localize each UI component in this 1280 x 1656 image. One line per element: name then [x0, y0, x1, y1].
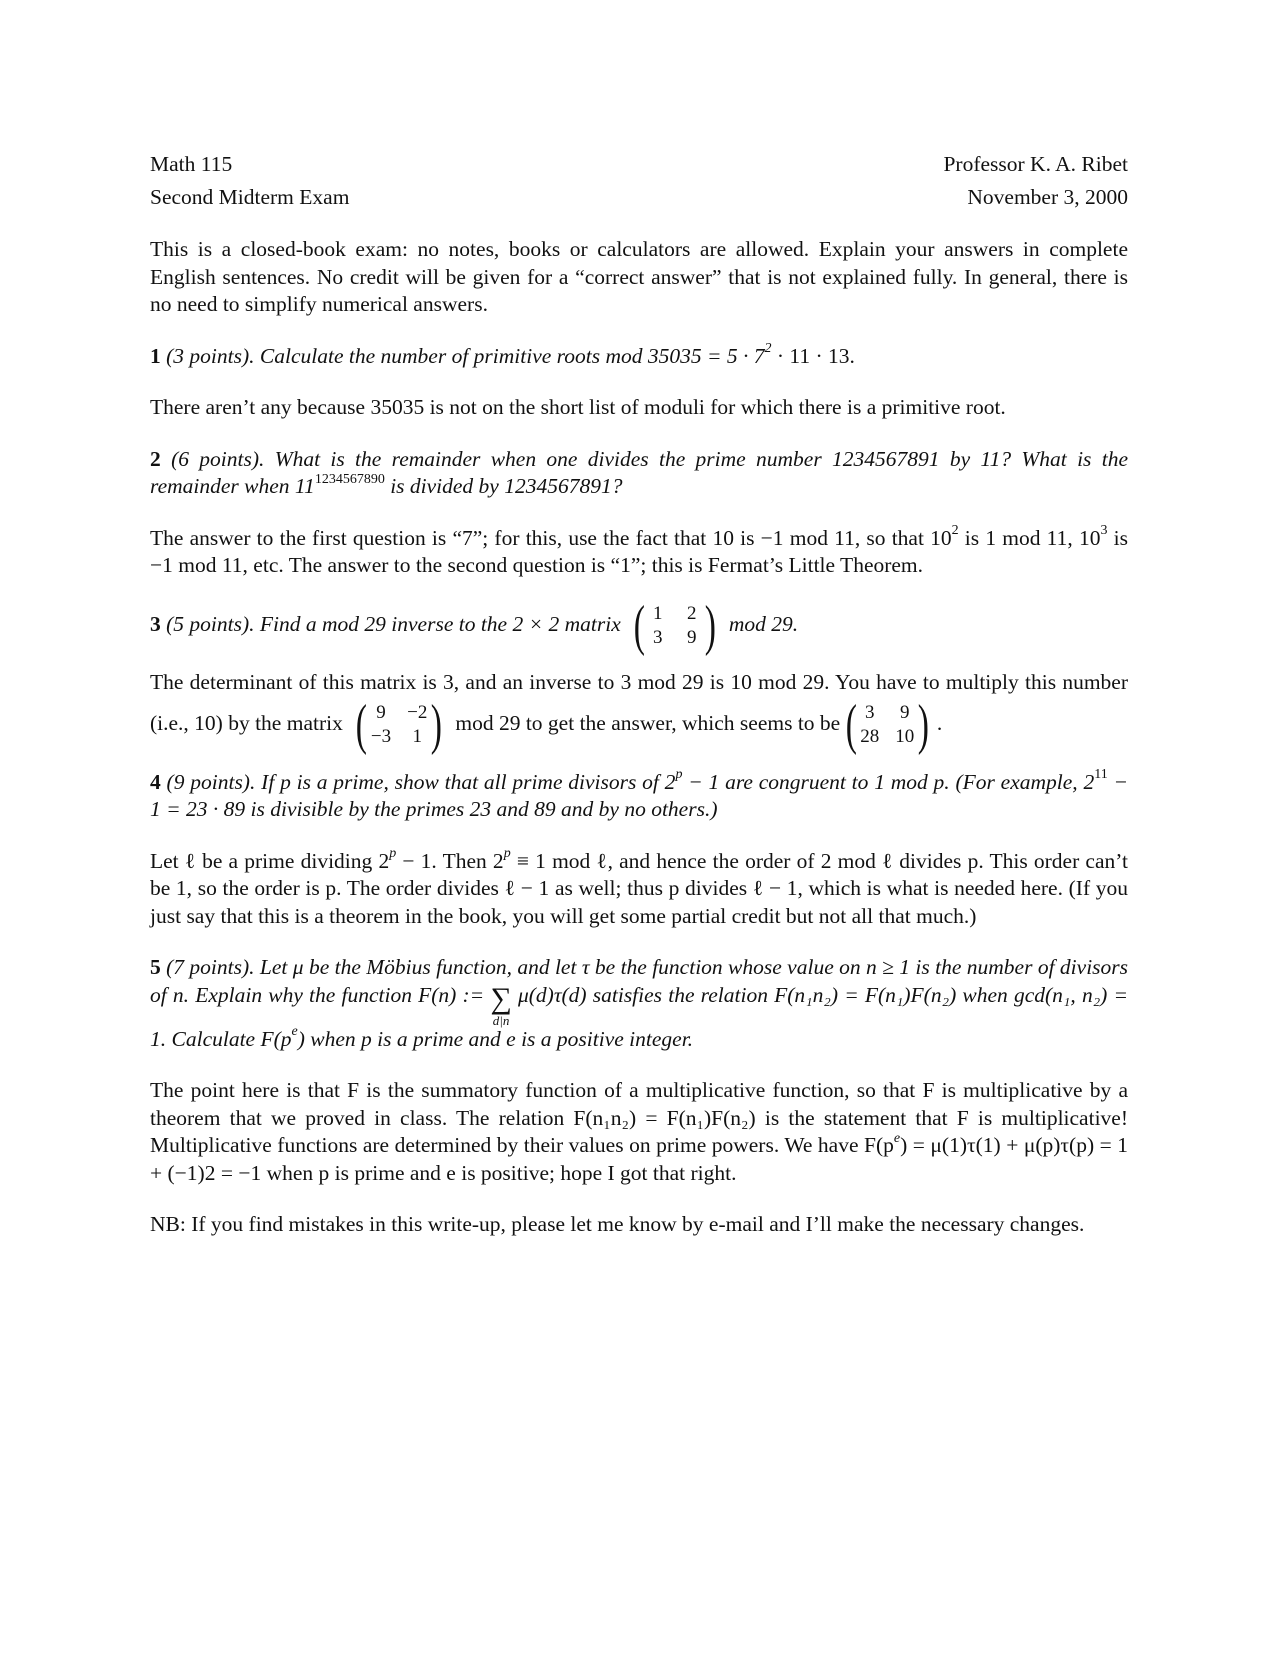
exam-page — [150, 148, 1128, 1239]
exponent: e — [893, 1130, 901, 1146]
answer-text-cont: mod 29 to get the answer, which seems to be — [455, 710, 841, 735]
question-text-cont: mod 29. — [728, 611, 799, 636]
summation — [490, 981, 512, 1030]
header-right — [943, 148, 1128, 214]
answer-text: Let ℓ be a prime dividing 2 — [150, 848, 390, 873]
exponent: p — [675, 767, 683, 783]
right-paren: ) — [704, 594, 716, 657]
answer-text: The determinant of this matrix is 3, and an inverse to 3 mod 29 is 10 mod 29. You have to multiply this number (i.e., 10) by the matrix — [150, 669, 1128, 735]
question-number: 1 — [150, 343, 161, 368]
instructions: This is a closed-book exam: no notes, books or calculators are allowed. Explain your answers in complete English sentences. No credit will be given for a “correct answer” that is not explained fully. In general, there is no need to simplify numerical answers. — [150, 237, 1128, 316]
question-number: 2 — [150, 446, 161, 471]
matrix-cell: 3 — [865, 701, 875, 723]
question-4 — [150, 769, 1128, 824]
matrix-b — [352, 693, 446, 756]
answer-1: There aren’t any because 35035 is not on the short list of moduli for which there is a primitive root. — [150, 395, 1006, 419]
matrix-cell: −3 — [370, 725, 392, 747]
matrix-a — [630, 594, 719, 657]
exponent: 11 — [1094, 767, 1108, 783]
matrix-cell: 28 — [860, 725, 880, 747]
exponent: 1234567890 — [314, 471, 385, 487]
matrix-cell: 9 — [376, 701, 386, 723]
header-left — [150, 148, 349, 214]
exam-header — [150, 148, 1128, 214]
matrix-cell: 3 — [653, 626, 663, 648]
left-paren: ( — [633, 594, 646, 657]
answer-text-cont: − 1. Then 2 — [396, 848, 504, 873]
question-text: If p is a prime, show that all prime divisors of 2 — [261, 769, 676, 794]
matrix-cell: 9 — [900, 701, 910, 723]
matrix-cell: 10 — [895, 725, 915, 747]
right-paren: ) — [917, 693, 930, 756]
exponent: p — [389, 846, 397, 862]
question-text: Let μ be the Möbius function, and let τ be the function whose value on n ≥ 1 is the number of divisors of n. Explain why the function F(n) := — [150, 955, 1129, 1007]
sum-symbol: ∑ — [490, 981, 512, 1015]
question-text: Calculate the number of primitive roots mod 35035 = 5 · 7 — [259, 343, 765, 368]
answer-text: The answer to the first question is “7”; for this, use the fact that 10 is −1 mod 11, so that 10 — [150, 525, 952, 550]
question-text-cont: · 11 · 13. — [771, 343, 855, 368]
question-points: (9 points). — [166, 769, 256, 794]
question-points: (7 points). — [166, 955, 255, 979]
question-points: (5 points). — [166, 611, 255, 636]
question-text-cont: − 1 are congruent to 1 mod p. (For example, 2 — [682, 769, 1095, 794]
question-text-end: − 1 = 23 · 89 is divisible by the primes 23 and 89 and by no others.) — [150, 769, 1129, 821]
answer-text-cont: ) = μ(1)τ(1) + μ(p)τ(p) = 1 + (−1)2 = −1 when p is prime and e is positive; hope I got that right. — [150, 1133, 1128, 1185]
exponent: 2 — [764, 341, 772, 357]
matrix-cell: −2 — [407, 701, 428, 723]
question-text: Find a mod 29 inverse to the 2 × 2 matrix — [259, 611, 621, 636]
exponent: 3 — [1100, 523, 1108, 539]
answer-end: . — [936, 710, 943, 735]
answer-2 — [150, 525, 1128, 580]
nb-note: NB: If you find mistakes in this write-up, please let me know by e-mail and I’ll make the necessary changes. — [150, 1212, 1085, 1236]
question-text-cont: μ(d)τ(d) satisfies the relation F(n₁n₂) = F(n₁)F(n₂) when gcd(n₁, n₂) = 1. Calculate F(p — [150, 982, 1129, 1051]
question-2 — [150, 446, 1128, 501]
answer-5 — [150, 1077, 1128, 1187]
left-paren: ( — [845, 693, 857, 756]
question-number: 3 — [150, 611, 161, 636]
question-5 — [150, 954, 1128, 1053]
answer-4 — [150, 848, 1128, 931]
question-text-cont: is divided by 1234567891? — [384, 474, 623, 498]
answer-text-end: is −1 mod 11, etc. The answer to the second question is “1”; this is Fermat’s Little Theorem. — [150, 525, 1128, 577]
question-1 — [150, 343, 1128, 371]
answer-text-end: ≡ 1 mod ℓ, and hence the order of 2 mod ℓ divides p. This order can’t be 1, so the order is p. The order divides ℓ − 1 as well; thus p divides ℓ − 1, which is what is needed here. (If you just say that this is a theorem in the book, you will get some partial credit but not all that much.) — [150, 848, 1128, 928]
matrix-cell: 2 — [687, 602, 697, 624]
answer-text-cont: is 1 mod 11, 10 — [958, 525, 1101, 550]
answer-3 — [150, 668, 1128, 756]
question-points: (6 points). — [171, 446, 265, 471]
right-paren: ) — [431, 693, 443, 756]
matrix-c — [842, 693, 933, 756]
sum-index: d|n — [492, 1012, 510, 1028]
question-text-end: ) when p is a prime and e is a positive integer. — [297, 1026, 694, 1051]
course-title: Math 115 — [150, 152, 233, 176]
question-3 — [150, 594, 1128, 657]
left-paren: ( — [355, 693, 368, 756]
matrix-cell: 1 — [653, 602, 663, 624]
professor-name: Professor K. A. Ribet — [943, 152, 1128, 176]
answer-text: The point here is that F is the summatory function of a multiplicative function, so that F is multiplicative by a theorem that we proved in class. The relation F(n₁n₂) = F(n₁)F(n₂) is the statement that F is multiplicative! Multiplicative functions are determined by their values on prime powers. We have F(p — [150, 1078, 1128, 1157]
question-number: 5 — [150, 955, 161, 979]
matrix-cell: 9 — [687, 626, 697, 648]
question-number: 4 — [150, 769, 161, 794]
exponent: e — [291, 1024, 298, 1040]
exam-title: Second Midterm Exam — [150, 185, 350, 209]
exponent: 2 — [951, 523, 959, 539]
matrix-cell: 1 — [412, 725, 422, 747]
question-points: (3 points). — [166, 343, 255, 368]
question-text: What is the remainder when one divides the prime number 1234567891 by 11? What is the remainder when 11 — [150, 446, 1128, 498]
exam-date: November 3, 2000 — [967, 185, 1128, 209]
exponent: p — [503, 846, 511, 862]
